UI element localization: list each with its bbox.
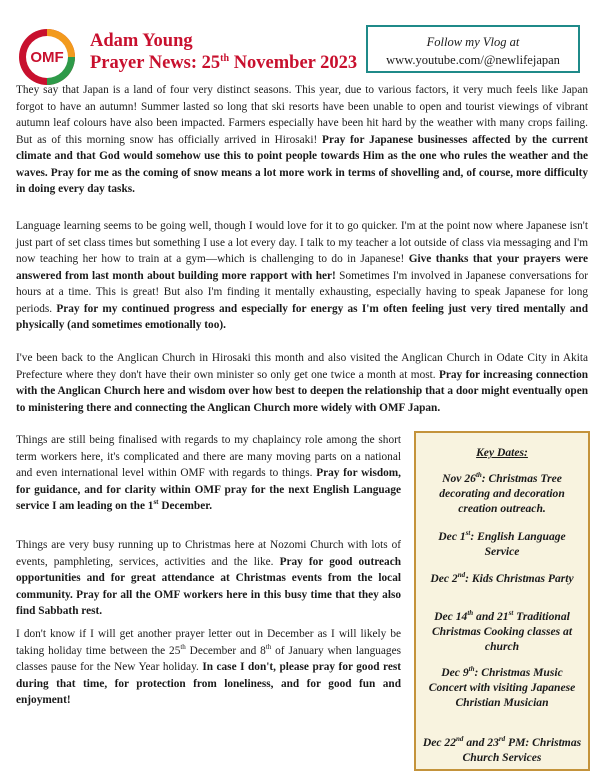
vlog-label: Follow my Vlog at bbox=[426, 35, 520, 49]
author-name: Adam Young bbox=[90, 31, 193, 51]
key-date-item: Dec 2nd: Kids Christmas Party bbox=[430, 571, 574, 585]
key-date-item: Dec 1st: English Language Service bbox=[438, 529, 566, 558]
page-title bbox=[90, 30, 357, 74]
paragraph-seasons: They say that Japan is a land of four very distinct seasons. This year, due to various factors, it very much feels like Japan forgot to have an autumn! Summer lasted so long that ski resorts have been unable to open and tourist viewings of vibrant autumn leaf colours have also been impacted. Farmers especially have been hit hard by the weather with many crops failing. But as of this morning snow has officially arrived in Hirosaki! Pray for Japanese businesses affected by the current climate and that God would somehow use this to point people towards Him as the one who rules the weather and the waves. Pray for me as the coming of snow means a lot more work in terms of shovelling and, of course, more difficulty in doing every day tasks. bbox=[16, 84, 588, 195]
logo-text: OMF bbox=[30, 49, 64, 66]
key-date-item: Dec 22nd and 23rd PM: Christmas Church Services bbox=[422, 735, 582, 764]
paragraph-christmas: Things are very busy running up to Christmas here at Nozomi Church with lots of events, pamphleting, services, activities and the like. Pray for good outreach opportunities and for great attendance at Christmas events from the local community. Pray for all the OMF workers here in this busy time that they also find Sabbath rest. bbox=[16, 539, 402, 617]
vlog-link[interactable]: www.youtube.com/@newlifejapan bbox=[386, 53, 560, 67]
omf-logo bbox=[17, 27, 77, 87]
paragraph-chaplaincy: Things are still being finalised with regards to my chaplaincy role among the short term workers here, it's complicated and there are many moving parts on a national and even international level within OMF with regards to things. Pray for wisdom, for guidance, and for clarity within OMF pray for the next English Language service I am leading on the 1st December. bbox=[16, 434, 402, 512]
key-date-item: Nov 26th: Christmas Tree decorating and decoration creation outreach. bbox=[439, 471, 565, 515]
key-dates-title: Key Dates: bbox=[476, 446, 528, 459]
key-dates-box bbox=[414, 431, 590, 771]
key-date-item: Dec 14th and 21st Traditional Christmas Cooking classes at church bbox=[431, 609, 573, 653]
paragraph-holiday: I don't know if I will get another prayer letter out in December as I will likely be taking holiday time between the 25th December and 8th of January when languages classes pause for the New Year holiday. In case I don't, please pray for good rest during that time, for protection from loneliness, and for good fun and enjoyment! bbox=[16, 628, 402, 706]
news-date-line: Prayer News: 25th November 2023 bbox=[90, 52, 358, 73]
key-date-item: Dec 9th: Christmas Music Concert with visiting Japanese Christian Musician bbox=[428, 665, 576, 709]
paragraph-language: Language learning seems to be going well, though I would love for it to go quicker. I'm at the point now where Japanese isn't just part of set class times but something I use a lot every day. I talk to my teacher a lot outside of class via messaging and I'm now teaching her how to train at a gym—which is challenging to do in Japanese! Give thanks that your prayers were answered from last month about building more rapport with her! Sometimes I'm involved in Japanese conversations for hours at a time. This is great! But also I'm finding it mentally exhausting, especially having to speak Japanese for long periods. Pray for my continued progress and especially for energy as I'm often feeling just very tired mentally and physically (and sometimes emotionally too). bbox=[16, 220, 588, 331]
vlog-box bbox=[366, 25, 580, 73]
paragraph-anglican: I've been back to the Anglican Church in Hirosaki this month and also visited the Anglican Church in Odate City in Akita Prefecture where they don't have their own minister so only get one twice a month at most. Pray for increasing connection with the Anglican Church here and wisdom over how best to deepen the relationship that a door might eventually open to ministering there and connecting the Anglican Church more widely with OMF Japan. bbox=[16, 352, 588, 414]
